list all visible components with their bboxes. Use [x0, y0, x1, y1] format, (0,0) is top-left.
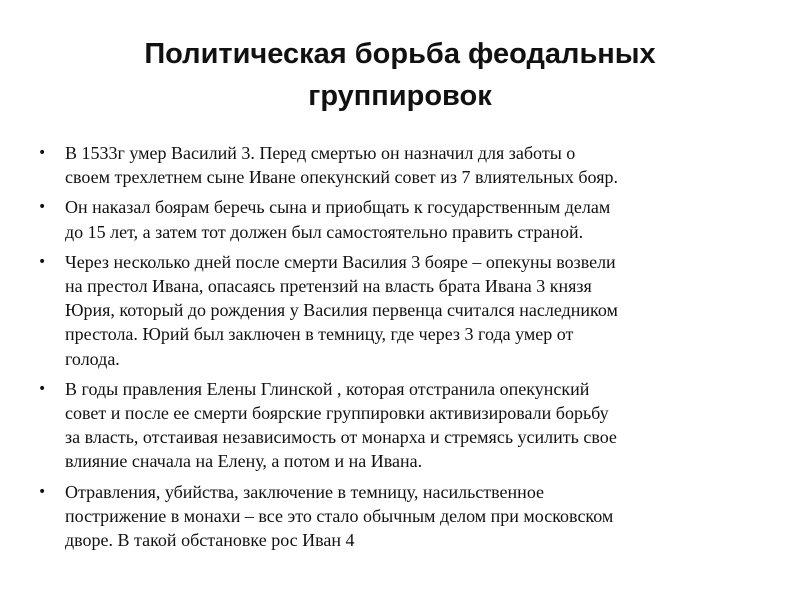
bullet-text-line: голода. — [65, 348, 120, 369]
slide-title-line: Политическая борьба феодальных — [144, 38, 656, 70]
bullet-icon: • — [38, 380, 47, 397]
bullet-text-line: до 15 лет, а затем тот должен был самостоятельно править страной. — [65, 221, 584, 242]
bullet-item — [38, 377, 768, 474]
bullet-list — [38, 141, 768, 558]
slide-title-line: группировок — [308, 80, 492, 112]
bullet-text-line: на престол Ивана, опасаясь претензий на власть брата Ивана 3 князя — [65, 276, 592, 297]
bullet-text-line: за власть, отстаивая независимость от монарха и стремясь усилить свое — [65, 427, 617, 448]
bullet-item — [38, 141, 768, 189]
bullet-icon: • — [38, 145, 47, 161]
bullet-text-line: влияние сначала на Елену, а потом и на Ивана. — [65, 451, 423, 472]
bullet-icon: • — [38, 483, 47, 500]
bullet-text-line: престола. Юрий был заключен в темницу, где через 3 года умер от — [65, 324, 574, 345]
bullet-text-line: совет и после ее смерти боярские группировки активизировали борьбу — [65, 403, 609, 424]
bullet-item — [38, 195, 768, 243]
bullet-text-line: своем трехлетнем сыне Иване опекунский совет из 7 влиятельных бояр. — [65, 167, 618, 188]
bullet-icon: • — [38, 199, 47, 216]
bullet-text-line: дворе. В такой обстановке рос Иван 4 — [65, 530, 355, 551]
bullet-item — [38, 480, 768, 553]
bullet-text-line: Через несколько дней после смерти Василия 3 бояре – опекуны возвели — [65, 251, 616, 272]
bullet-text-line: Он наказал боярам беречь сына и приобщать к государственным делам — [65, 197, 611, 218]
bullet-text-line: В годы правления Елены Глинской , которая отстранила опекунский — [65, 378, 590, 399]
bullet-icon: • — [38, 253, 47, 270]
slide-title — [60, 33, 740, 117]
bullet-item — [38, 250, 768, 371]
bullet-text-line: пострижение в монахи – все это стало обычным делом при московском — [65, 505, 614, 526]
bullet-text-line: Отравления, убийства, заключение в темницу, насильственное — [65, 481, 545, 502]
bullet-text-line: Юрия, который до рождения у Василия первенца считался наследником — [65, 300, 618, 321]
bullet-text-line: В 1533г умер Василий 3. Перед смертью он назначил для заботы о — [65, 143, 576, 163]
